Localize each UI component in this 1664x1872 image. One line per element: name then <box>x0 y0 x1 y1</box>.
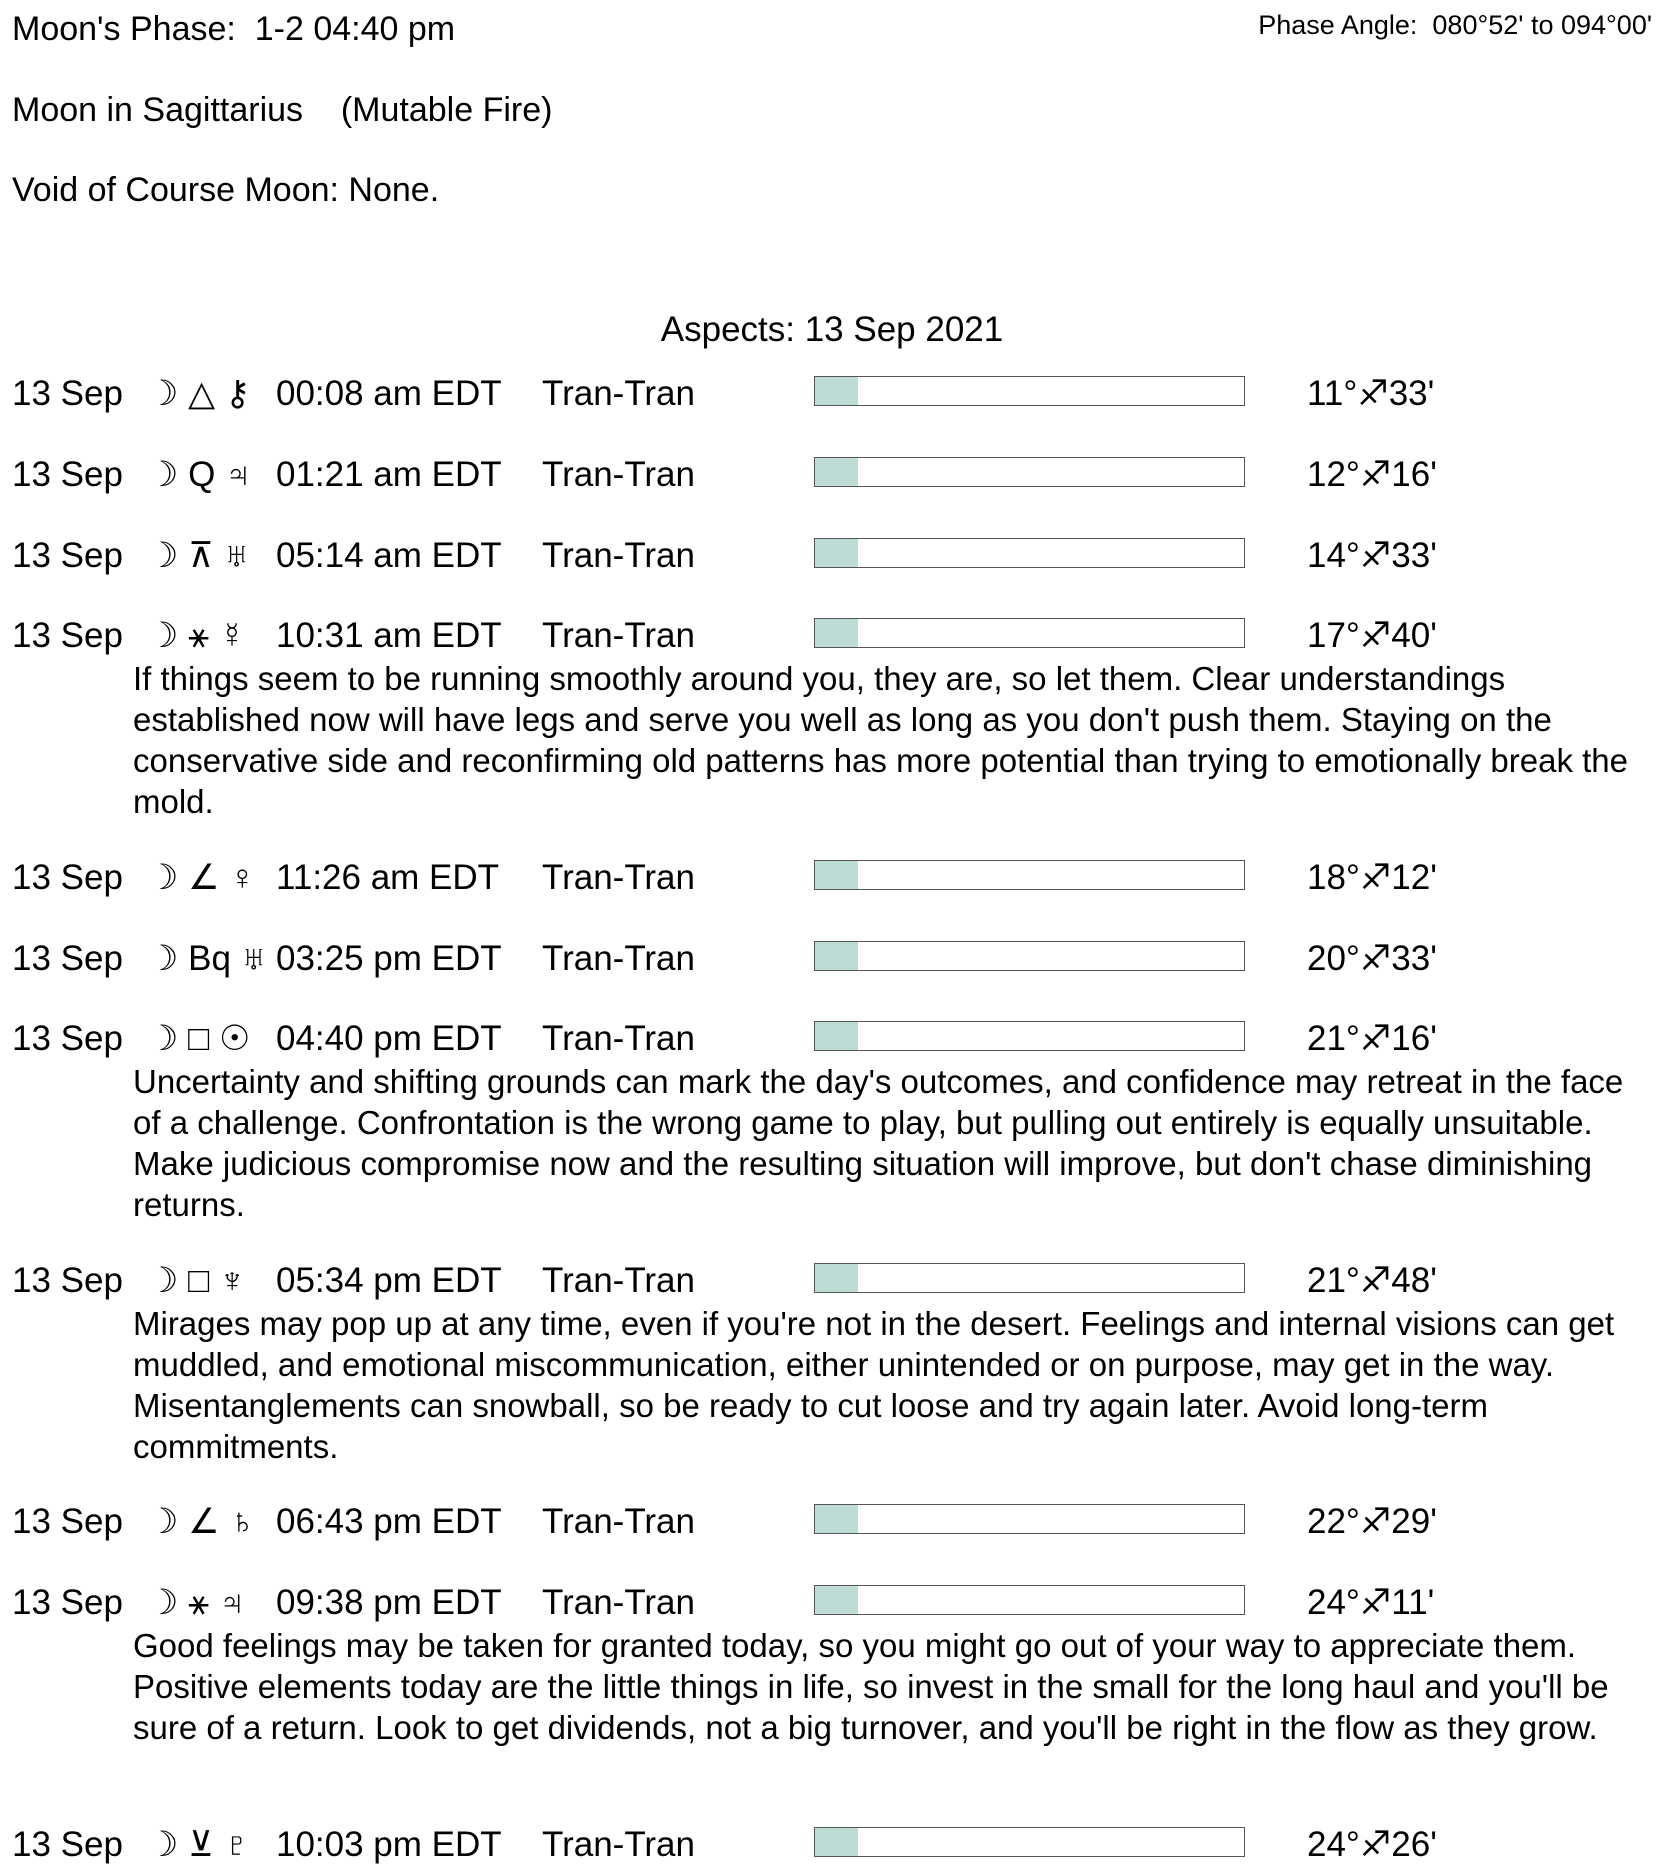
aspect-type: Tran-Tran <box>542 1019 695 1058</box>
aspect-strength-fill <box>815 1505 858 1533</box>
aspect-entry <box>0 1017 1664 1225</box>
aspect-type: Tran-Tran <box>542 616 695 655</box>
aspect-type: Tran-Tran <box>542 1261 695 1300</box>
aspect-strength-fill <box>815 539 858 567</box>
aspect-strength-fill <box>815 861 858 889</box>
aspect-row <box>0 856 1664 900</box>
aspect-description: If things seem to be running smoothly around you, they are, so let them. Clear understandings established now will have legs and serve you well as long as you don't push them. Staying on the conservative side and reconfirming old patterns has more potential than trying to emotionally break the mold. <box>133 660 1628 820</box>
aspect-glyphs: ☽ △ ⚷ <box>147 374 251 413</box>
aspect-strength-fill <box>815 1264 858 1292</box>
aspect-strength-fill <box>815 1586 858 1614</box>
aspect-date: 13 Sep <box>12 616 123 655</box>
aspect-entry <box>0 937 1664 981</box>
aspect-row <box>0 1581 1664 1625</box>
aspect-degree: 11°♐33' <box>1307 374 1435 413</box>
aspect-type: Tran-Tran <box>542 1825 695 1864</box>
aspect-row <box>0 1017 1664 1061</box>
phase-angle-value: 080°52' to 094°00' <box>1432 10 1652 40</box>
aspect-description: Uncertainty and shifting grounds can mark the day's outcomes, and confidence may retreat in the face of a challenge. Confrontation is the wrong game to play, but pulling out entirely is equally unsuitable. Make judicious compromise now and the resulting situation will improve, but don't chase diminishing returns. <box>133 1063 1624 1223</box>
aspect-type: Tran-Tran <box>542 1583 695 1622</box>
aspect-strength-bar <box>814 1827 1245 1857</box>
aspect-description: Good feelings may be taken for granted today, so you might go out of your way to appreciate them. Positive elements today are the little things in life, so invest in the small for the long haul and you'll be sure of a return. Look to get dividends, not a big turnover, and you'll be right in the flow as they grow. <box>133 1627 1609 1746</box>
aspect-strength-fill <box>815 942 858 970</box>
moon-phase-value: 1-2 04:40 pm <box>254 10 456 48</box>
aspect-degree: 12°♐16' <box>1307 455 1437 494</box>
aspect-strength-bar <box>814 538 1245 568</box>
aspect-type: Tran-Tran <box>542 455 695 494</box>
aspect-type: Tran-Tran <box>542 939 695 978</box>
aspect-row <box>0 937 1664 981</box>
aspect-row <box>0 1259 1664 1303</box>
aspect-glyphs: ☽ ⚹ ♃ <box>147 1583 246 1622</box>
aspect-degree: 24°♐26' <box>1307 1825 1437 1864</box>
moon-phase-label: Moon's Phase: <box>12 10 236 48</box>
aspect-date: 13 Sep <box>12 1825 123 1864</box>
aspect-glyphs: ☽ ⊼ ♅ <box>147 536 250 575</box>
aspect-strength-bar <box>814 618 1245 648</box>
aspect-time: 00:08 am EDT <box>276 374 502 413</box>
aspect-entry <box>0 614 1664 822</box>
aspect-entry <box>0 1581 1664 1748</box>
aspect-time: 10:31 am EDT <box>276 616 502 655</box>
moon-sign <box>12 91 552 130</box>
aspect-strength-bar <box>814 1504 1245 1534</box>
aspect-degree: 14°♐33' <box>1307 536 1437 575</box>
aspect-glyphs: ☽ ∠ ♀ <box>147 858 256 897</box>
aspect-strength-fill <box>815 377 858 405</box>
aspect-degree: 22°♐29' <box>1307 1502 1437 1541</box>
aspect-strength-bar <box>814 860 1245 890</box>
aspect-entry <box>0 1823 1664 1867</box>
phase-angle-label: Phase Angle: <box>1258 10 1418 40</box>
phase-angle <box>1258 10 1652 41</box>
aspect-date: 13 Sep <box>12 1502 123 1541</box>
aspect-degree: 20°♐33' <box>1307 939 1437 978</box>
aspect-entry <box>0 372 1664 416</box>
aspect-strength-fill <box>815 1022 858 1050</box>
aspect-date: 13 Sep <box>12 374 123 413</box>
aspect-glyphs: ☽ □ ☉ <box>147 1019 251 1058</box>
aspect-date: 13 Sep <box>12 1583 123 1622</box>
aspect-time: 10:03 pm EDT <box>276 1825 502 1864</box>
aspect-entry <box>0 453 1664 497</box>
aspect-strength-fill <box>815 619 858 647</box>
aspect-row <box>0 372 1664 416</box>
aspect-date: 13 Sep <box>12 939 123 978</box>
aspect-time: 05:14 am EDT <box>276 536 502 575</box>
aspect-strength-bar <box>814 1263 1245 1293</box>
aspect-strength-bar <box>814 457 1245 487</box>
aspect-degree: 21°♐48' <box>1307 1261 1437 1300</box>
aspect-strength-bar <box>814 1585 1245 1615</box>
aspect-time: 09:38 pm EDT <box>276 1583 502 1622</box>
aspect-degree: 18°♐12' <box>1307 858 1437 897</box>
aspect-entry <box>0 1500 1664 1544</box>
aspect-row <box>0 453 1664 497</box>
aspect-degree: 21°♐16' <box>1307 1019 1437 1058</box>
moon-sign-label: Moon in Sagittarius <box>12 91 304 129</box>
aspect-glyphs: ☽ ⚹ ☿ <box>147 616 246 655</box>
aspect-date: 13 Sep <box>12 536 123 575</box>
aspect-degree: 24°♐11' <box>1307 1583 1435 1622</box>
aspect-type: Tran-Tran <box>542 858 695 897</box>
aspect-glyphs: ☽ □ ♆ <box>147 1261 246 1300</box>
aspect-glyphs: ☽ ⊻ ♇ <box>147 1825 250 1864</box>
aspect-time: 11:26 am EDT <box>276 858 500 897</box>
aspect-type: Tran-Tran <box>542 1502 695 1541</box>
aspect-date: 13 Sep <box>12 1261 123 1300</box>
aspect-type: Tran-Tran <box>542 536 695 575</box>
aspect-glyphs: ☽ Bq ♅ <box>147 939 267 978</box>
aspect-strength-bar <box>814 941 1245 971</box>
moon-phase <box>12 10 455 49</box>
aspect-time: 06:43 pm EDT <box>276 1502 502 1541</box>
aspect-strength-fill <box>815 1828 858 1856</box>
aspect-description: Mirages may pop up at any time, even if you're not in the desert. Feelings and internal visions can get muddled, and emotional miscommunication, either unintended or on purpose, may get in the way. Misentanglements can snowball, so be ready to cut loose and try again later. Avoid long-term commitments. <box>133 1305 1615 1465</box>
void-of-course: Void of Course Moon: None. <box>12 171 440 209</box>
aspect-time: 04:40 pm EDT <box>276 1019 502 1058</box>
aspect-date: 13 Sep <box>12 455 123 494</box>
aspect-glyphs: ☽ Q ♃ <box>147 455 252 494</box>
aspect-row <box>0 1823 1664 1867</box>
aspects-title: Aspects: 13 Sep 2021 <box>660 310 1004 349</box>
aspect-strength-bar <box>814 1021 1245 1051</box>
aspect-strength-fill <box>815 458 858 486</box>
aspect-time: 01:21 am EDT <box>276 455 502 494</box>
aspect-glyphs: ☽ ∠ ♄ <box>147 1502 256 1541</box>
aspect-time: 03:25 pm EDT <box>276 939 502 978</box>
aspect-date: 13 Sep <box>12 858 123 897</box>
aspect-entry <box>0 856 1664 900</box>
aspect-strength-bar <box>814 376 1245 406</box>
aspect-date: 13 Sep <box>12 1019 123 1058</box>
aspect-degree: 17°♐40' <box>1307 616 1437 655</box>
aspect-row <box>0 534 1664 578</box>
aspect-type: Tran-Tran <box>542 374 695 413</box>
aspect-time: 05:34 pm EDT <box>276 1261 502 1300</box>
aspect-row <box>0 614 1664 658</box>
aspect-entry <box>0 534 1664 578</box>
moon-sign-element: (Mutable Fire) <box>340 91 553 129</box>
aspect-entry <box>0 1259 1664 1467</box>
aspect-row <box>0 1500 1664 1544</box>
